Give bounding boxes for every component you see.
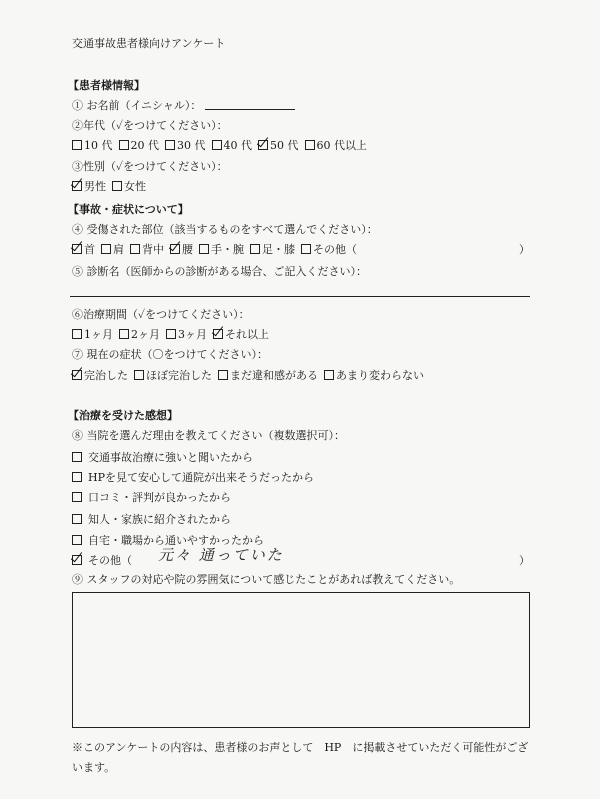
parts-close-paren: ） [519, 243, 530, 256]
question-name-label: ① お名前（イニシャル）： [72, 99, 202, 112]
question-reasons: ⑧ 当院を選んだ理由を教えてください（複数選択可）： [72, 429, 345, 442]
period-checkbox[interactable] [119, 329, 129, 339]
period-option[interactable] [213, 328, 269, 341]
period-option[interactable] [72, 328, 113, 341]
gender-checkbox[interactable] [72, 181, 82, 191]
period-option-label: それ以上 [225, 328, 269, 341]
injury-part-checkbox[interactable] [130, 244, 140, 254]
name-field[interactable] [205, 99, 295, 110]
footer-note-line2: います。 [72, 761, 116, 774]
reason-option-label: 自宅・職場から通いやすかったから [88, 534, 264, 547]
injury-part-option-label: 肩 [113, 243, 124, 256]
period-option-label: 1ヶ月 [84, 328, 113, 341]
age-checkbox[interactable] [165, 140, 175, 150]
period-checkbox[interactable] [213, 329, 223, 339]
section-heading-feedback: 【治療を受けた感想】 [68, 409, 178, 422]
age-checkbox[interactable] [119, 140, 129, 150]
injury-part-checkbox[interactable] [170, 244, 180, 254]
period-checkbox[interactable] [72, 329, 82, 339]
reason-option[interactable] [72, 471, 314, 485]
period-option[interactable] [119, 328, 160, 341]
symptom-options [72, 369, 430, 383]
gender-option-label: 女性 [124, 180, 146, 193]
reason-checkbox[interactable] [72, 472, 82, 482]
question-staff-impression: ⑨ スタッフの対応や院の雰囲気について感じたことがあれば教えてください。 [72, 573, 461, 586]
gender-checkbox[interactable] [112, 181, 122, 191]
injury-part-option[interactable] [72, 243, 95, 256]
reason-option-label: 口コミ・評判が良かったから [88, 491, 231, 504]
treatment-period-options [72, 328, 275, 342]
reason-option-label: 交通事故治療に強いと聞いたから [88, 451, 253, 464]
symptom-option[interactable] [134, 369, 212, 382]
reason-checkbox[interactable] [72, 555, 82, 565]
injury-part-option-label: 足・膝 [262, 243, 295, 256]
symptom-option[interactable] [72, 369, 128, 382]
reason-checkbox[interactable] [72, 492, 82, 502]
symptom-option-label: あまり変わらない [336, 369, 424, 382]
age-checkbox[interactable] [258, 140, 268, 150]
age-option[interactable] [165, 139, 206, 152]
age-option[interactable] [305, 139, 368, 152]
period-checkbox[interactable] [166, 329, 176, 339]
gender-option[interactable] [112, 180, 146, 193]
injury-part-option-label: 腰 [182, 243, 193, 256]
reason-option[interactable] [72, 554, 132, 568]
injury-part-option[interactable] [250, 243, 295, 256]
other-reason-handwriting: 元々 通っていた [158, 546, 284, 564]
page-title: 交通事故患者様向けアンケート [72, 37, 226, 50]
question-name [72, 99, 295, 113]
reason-option[interactable] [72, 451, 253, 465]
age-checkbox[interactable] [305, 140, 315, 150]
injury-part-option[interactable] [170, 243, 193, 256]
age-option-label: 50 代 [270, 139, 299, 152]
symptom-option-label: まだ違和感がある [230, 369, 318, 382]
injury-part-options [72, 243, 363, 257]
reasons-close-paren: ） [519, 554, 530, 567]
gender-option[interactable] [72, 180, 106, 193]
period-option-label: 2ヶ月 [131, 328, 160, 341]
reason-option[interactable] [72, 513, 231, 527]
free-comment-box[interactable] [72, 592, 530, 728]
question-treatment-period: ⑥治療期間（✓をつけてください）： [72, 308, 250, 321]
symptom-checkbox[interactable] [72, 370, 82, 380]
footer-note-line1: ※このアンケートの内容は、患者様のお声として HP に掲載させていただく可能性がござ [72, 741, 529, 754]
age-option[interactable] [119, 139, 160, 152]
injury-part-option[interactable] [301, 243, 357, 256]
injury-part-option[interactable] [199, 243, 244, 256]
age-checkbox[interactable] [212, 140, 222, 150]
period-option[interactable] [166, 328, 207, 341]
injury-part-option-label: 手・腕 [211, 243, 244, 256]
age-option-label: 30 代 [177, 139, 206, 152]
period-option-label: 3ヶ月 [178, 328, 207, 341]
age-option[interactable] [72, 139, 113, 152]
injury-part-option-label: その他（ [313, 243, 357, 256]
injury-part-option[interactable] [130, 243, 164, 256]
reason-checkbox[interactable] [72, 452, 82, 462]
question-diagnosis: ⑤ 診断名（医師からの診断がある場合、ご記入ください）： [72, 265, 367, 278]
age-option-label: 40 代 [223, 139, 252, 152]
section-heading-patient: 【患者様情報】 [68, 79, 145, 92]
symptom-option[interactable] [218, 369, 318, 382]
question-injury-parts: ④ 受傷された部位（該当するものをすべて選んでください）： [72, 223, 378, 236]
question-gender: ③性別（✓をつけてください）： [72, 160, 228, 173]
injury-part-option-label: 背中 [142, 243, 164, 256]
question-current-symptoms: ⑦ 現在の症状（〇をつけてください）： [72, 348, 268, 361]
age-option[interactable] [212, 139, 253, 152]
injury-part-option-label: 首 [84, 243, 95, 256]
symptom-checkbox[interactable] [218, 370, 228, 380]
section-heading-accident: 【事故・症状について】 [68, 203, 189, 216]
reason-checkbox[interactable] [72, 514, 82, 524]
reason-option-label: その他（ [88, 554, 132, 567]
gender-options [72, 180, 152, 194]
symptom-checkbox[interactable] [134, 370, 144, 380]
symptom-option[interactable] [324, 369, 424, 382]
symptom-option-label: 完治した [84, 369, 128, 382]
injury-part-option[interactable] [101, 243, 124, 256]
reason-checkbox[interactable] [72, 535, 82, 545]
age-option[interactable] [258, 139, 299, 152]
age-checkbox[interactable] [72, 140, 82, 150]
injury-part-checkbox[interactable] [72, 244, 82, 254]
reason-option[interactable] [72, 491, 231, 505]
reason-option-label: HPを見て安心して通院が出来そうだったから [88, 471, 314, 484]
symptom-option-label: ほぼ完治した [146, 369, 212, 382]
age-option-label: 10 代 [84, 139, 113, 152]
age-option-label: 60 代以上 [316, 139, 367, 152]
age-options [72, 139, 373, 153]
question-age: ②年代（✓をつけてください）： [72, 119, 228, 132]
diagnosis-answer-line[interactable] [70, 296, 530, 297]
gender-option-label: 男性 [84, 180, 106, 193]
injury-part-checkbox[interactable] [301, 244, 311, 254]
reason-option-label: 知人・家族に紹介されたから [88, 513, 231, 526]
injury-part-checkbox[interactable] [101, 244, 111, 254]
injury-part-checkbox[interactable] [199, 244, 209, 254]
injury-part-checkbox[interactable] [250, 244, 260, 254]
age-option-label: 20 代 [130, 139, 159, 152]
symptom-checkbox[interactable] [324, 370, 334, 380]
